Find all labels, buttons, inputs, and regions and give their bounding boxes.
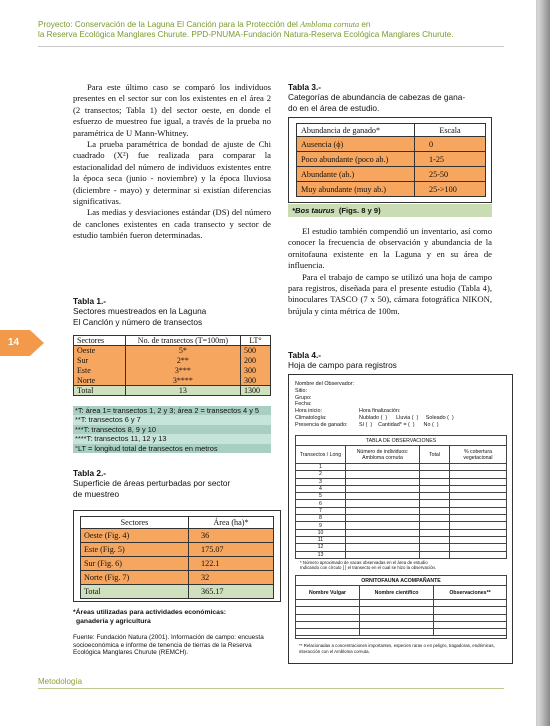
table-cell: Oeste (Fig. 4) (81, 529, 189, 543)
page-number-tab (0, 330, 44, 356)
footer-section-title: Metodología (38, 677, 83, 686)
table-row (296, 621, 507, 628)
tabla2-caption (73, 468, 273, 499)
form-options: Nublado ( ) Lluvia ( ) Soleado ( ) (359, 414, 454, 421)
table-row (297, 182, 486, 197)
table-cell: 11 (296, 536, 346, 543)
tabla3-title-line2: do en el área de estudio. (288, 102, 380, 113)
header-species: Ambloma cornuta (300, 20, 360, 29)
table-cell: Total (81, 585, 189, 599)
table-cell: 36 (189, 529, 274, 543)
observations-box (295, 435, 507, 571)
table-cell: 0 (415, 137, 486, 152)
table-header-cell: LT° (241, 336, 271, 346)
table-row (297, 152, 486, 167)
table-header-cell: Nombre Vulgar (296, 586, 360, 600)
table-row (297, 137, 486, 152)
table-cell: 8 (296, 515, 346, 522)
table-header-cell: Total (420, 446, 450, 464)
table-row (296, 600, 507, 607)
table-header-cell: Sectores (74, 336, 126, 346)
tabla4-form (288, 374, 513, 664)
table-row (296, 536, 507, 543)
table-row (296, 522, 507, 529)
table-row (74, 346, 271, 356)
table-cell: 3 (296, 478, 346, 485)
table-row (296, 464, 507, 471)
tabla3-label: Tabla 3.- (288, 82, 322, 92)
table-header-cell: Observaciones** (434, 586, 507, 600)
tabla1-caption (73, 296, 273, 327)
running-header (38, 20, 498, 40)
table-cell: Sur (74, 356, 126, 366)
table-cell: 3**** (125, 376, 240, 386)
note-line: *Áreas utilizadas para actividades económicas: (73, 609, 226, 616)
table-cell: 1300 (241, 386, 271, 396)
table-cell: 175.07 (189, 543, 274, 557)
table-cell: 9 (296, 522, 346, 529)
table-cell: Este (Fig. 5) (81, 543, 189, 557)
table-header-cell: % cobertura vegetacional (450, 446, 507, 464)
note-line: *T: área 1= transectos 1, 2 y 3; área 2 = transectos 4 y 5 (75, 406, 260, 415)
table-row (296, 493, 507, 500)
paragraph: La prueba paramétrica de bondad de ajuste de Chi cuadrado (X²) fue realizada para comparar la estacionalidad del número de individuos existentes entre la época seca (junio - noviembre) y la época lluviosa (diciembre - mayo) y determinar si existían diferencias significativas. (73, 139, 271, 207)
tabla1-label: Tabla 1.- (73, 296, 107, 306)
table-cell: Ausencia (ϕ) (297, 137, 415, 152)
tabla4-caption (288, 350, 493, 371)
table-header-cell: Transectos / Long (296, 446, 346, 464)
table-cell: 12 (296, 544, 346, 551)
form-field-label: Climatología: (295, 414, 327, 421)
tabla1-title-line2: El Canclón y número de transectos (73, 316, 203, 327)
table-row (296, 485, 507, 492)
table-header-cell: Nombre científico (360, 586, 434, 600)
note-figs: (Figs. 8 y 9) (338, 206, 381, 215)
tabla2-title-line1: Superficie de áreas perturbadas por sector (73, 478, 231, 489)
header-line1-end: en (359, 20, 371, 29)
table-cell: Este (74, 366, 126, 376)
table-cell: Poco abundante (poco ab.) (297, 152, 415, 167)
table-row (297, 167, 486, 182)
left-column-text (73, 82, 271, 242)
tabla2-label: Tabla 2.- (73, 468, 107, 478)
table-row (296, 507, 507, 514)
table-cell: Abundante (ab.) (297, 167, 415, 182)
table-row (296, 471, 507, 478)
table-cell: 5* (125, 346, 240, 356)
tabla2-source: Fuente: Fundación Natura (2001). Información de campo: encuesta socioeconómica e informe de tenencia de tierras de la Reserva Ecológica Manglares Churute (REMCH). (73, 634, 264, 657)
form-fields (295, 381, 505, 429)
table-cell: 300 (241, 366, 271, 376)
table-cell: 1 (296, 464, 346, 471)
table-cell: 25->100 (415, 182, 486, 197)
table-cell: 10 (296, 529, 346, 536)
table-cell: 300 (241, 376, 271, 386)
paragraph: Para este último caso se comparó los individuos presentes en el sector sur con los existentes en el área 2 (2 transectos; Tabla 1) del sector oeste, en donde el esfuerzo de muestreo fue igual, a través de la prueba no paramétrica de U Mann-Whitney. (73, 82, 271, 138)
table-row (74, 376, 271, 386)
table-row (81, 543, 274, 557)
table-cell: 13 (296, 551, 346, 558)
table-total-row (74, 386, 271, 396)
form-options: Sí ( ) Cantidad* = ( ) No ( ) (359, 421, 439, 428)
tabla2-title-line2: de muestreo (73, 488, 120, 499)
tabla2-table (80, 516, 274, 599)
table-cell: 3*** (125, 366, 240, 376)
table-row (81, 571, 274, 585)
tabla3-caption (288, 82, 493, 113)
table-total-row (81, 585, 274, 599)
page-spine-shadow (538, 0, 550, 726)
tabla2-note (73, 609, 281, 626)
tabla1-title-line1: Sectores muestreados en la Laguna (73, 306, 207, 317)
table-cell: 5 (296, 493, 346, 500)
note-line: °LT = longitud total de transectos en metros (75, 443, 218, 453)
note-line: ganadería y agricultura (76, 617, 151, 625)
right-column-text (288, 226, 492, 317)
paragraph: Las medias y desviaciones estándar (DS) del número de canclones existentes en cada transecto y sector de estudio también fueron determinadas. (73, 207, 271, 241)
note-line: ***T: transectos 8, 9 y 10 (75, 424, 156, 434)
obs-title: TABLA DE OBSERVACIONES (296, 436, 507, 446)
note-line: ****T: transectos 11, 12 y 13 (73, 434, 271, 443)
table-row (296, 478, 507, 485)
header-line1: Proyecto: Conservación de la Laguna El Canción para la Protección del (38, 20, 301, 29)
orni-note: ** Relacionadas a concentraciones importantes, especies raras o en peligro, tragadoras, endémicas, interacción con el Ambloma cornuta. (299, 643, 495, 654)
tabla1-table (73, 335, 271, 396)
table-row (296, 544, 507, 551)
ornitofauna-table (295, 575, 507, 636)
paragraph: El estudio también compendió un inventario, así como conocer la frecuencia de observación y abundancia de la ornitofauna existente en la Laguna y en su área de influencia. (288, 226, 492, 271)
table-cell: 7 (296, 507, 346, 514)
tabla4-label: Tabla 4.- (288, 350, 322, 360)
header-rule (38, 46, 504, 47)
table-cell: 1-25 (415, 152, 486, 167)
table-cell: Sur (Fig. 6) (81, 557, 189, 571)
page-spine-edge (536, 0, 538, 726)
table-cell: Total (74, 386, 126, 396)
paragraph: Para el trabajo de campo se utilizó una hoja de campo para registros, diseñada para el presente estudio (Tabla 4), binoculares TASCO (7 x 50), cámara fotográfica NIKON, brújula y cinta métrica de 100m. (288, 271, 492, 316)
tabla3-table (296, 123, 486, 197)
table-header-cell: Sectores (81, 517, 189, 529)
orni-title: ORNITOFAUNA ACOMPAÑANTE (296, 576, 507, 586)
note-species: *Bos taurus (292, 206, 335, 215)
form-field-label: Presencia de ganado: (295, 421, 348, 428)
table-row (296, 614, 507, 621)
page-number: 14 (8, 337, 20, 348)
table-cell: 25-50 (415, 167, 486, 182)
table-cell: Oeste (74, 346, 126, 356)
table-header-cell: No. de transectos (T=100m) (125, 336, 240, 346)
footer-rule (38, 688, 504, 689)
note-line: **T: transectos 6 y 7 (73, 415, 271, 424)
table-header-cell: Escala (415, 124, 486, 137)
table-cell: 4 (296, 485, 346, 492)
table-header-cell: Número de individuos: Ambloma cornuta (346, 446, 420, 464)
table-row (296, 551, 507, 558)
table-row (296, 500, 507, 507)
header-line2: la Reserva Ecológica Manglares Churute. PPD-PNUMA-Fundación Natura-Reserva Ecológica Manglares Churute. (38, 30, 454, 39)
table-cell: 122.1 (189, 557, 274, 571)
ornitofauna-box (295, 575, 507, 639)
tabla4-title: Hoja de campo para registros (288, 360, 397, 371)
note-line: Indicando con círculo [ ] el transecto en el cual se hizo la observación. (300, 565, 437, 571)
table-cell: Muy abundante (muy ab.) (297, 182, 415, 197)
table-row (74, 356, 271, 366)
table-cell: 200 (241, 356, 271, 366)
form-field-label: Hora inicio: (295, 408, 322, 415)
table-cell: 500 (241, 346, 271, 356)
table-row (81, 557, 274, 571)
table-cell: Norte (74, 376, 126, 386)
note-line: * Número aproximado de vacas observadas en el área de estudio (300, 559, 428, 565)
tabla3-title-line1: Categorías de abundancia de cabezas de gana- (288, 92, 466, 103)
table-row (81, 529, 274, 543)
tabla3-box (288, 117, 492, 203)
table-cell: 365.17 (189, 585, 274, 599)
table-row (296, 629, 507, 636)
tabla1-notes (73, 406, 271, 453)
observations-table (295, 435, 507, 559)
form-field-label: Hora finalización: (359, 408, 401, 415)
table-cell: 32 (189, 571, 274, 585)
table-header-cell: Abundancia de ganado* (297, 124, 415, 137)
form-field-label: Nombre del Observador: (295, 381, 355, 387)
form-field-label: Fecha: (295, 401, 312, 408)
form-field-label: Grupo: (295, 394, 312, 401)
table-cell: 2 (296, 471, 346, 478)
table-row (296, 529, 507, 536)
table-row (74, 366, 271, 376)
table-cell: Norte (Fig. 7) (81, 571, 189, 585)
table-cell: 6 (296, 500, 346, 507)
obs-notes (296, 559, 506, 572)
tabla2-box (73, 510, 281, 602)
table-row (296, 515, 507, 522)
tabla3-note (288, 204, 492, 217)
form-field-label: Sitio: (295, 387, 307, 394)
table-header-cell: Área (ha)* (189, 517, 274, 529)
table-cell: 2** (125, 356, 240, 366)
table-cell: 13 (125, 386, 240, 396)
table-row (296, 607, 507, 614)
